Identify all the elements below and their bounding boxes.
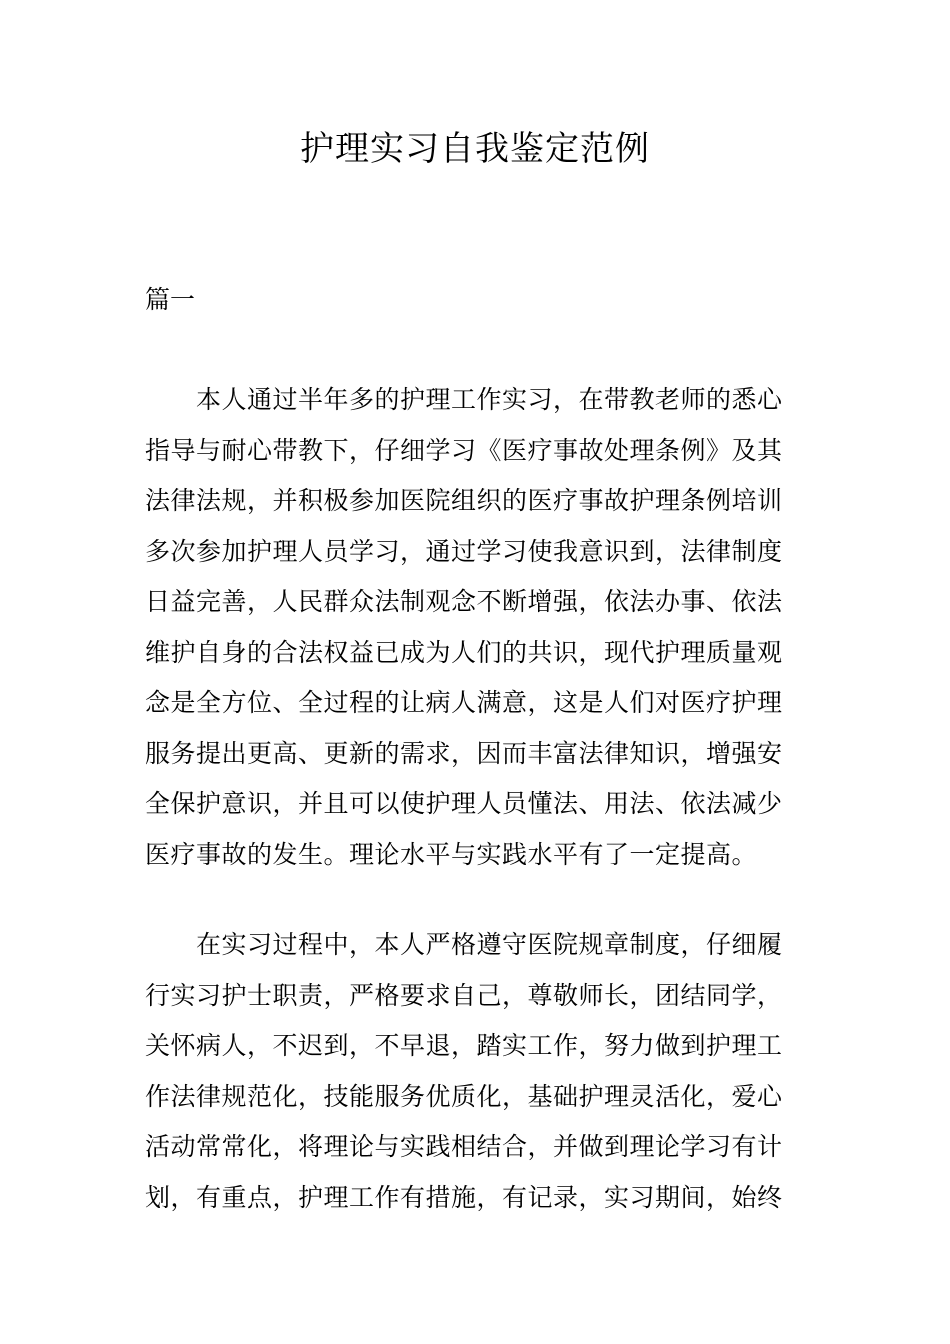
paragraph-1-line-3: 法律法规，并积极参加医院组织的医疗事故护理条例培训 (145, 486, 783, 515)
paragraph-2-line-2: 行实习护士职责，严格要求自己，尊敬师长，团结同学， (145, 980, 783, 1010)
paragraph-1-line-2: 指导与耐心带教下，仔细学习《医疗事故处理条例》及其 (145, 435, 783, 465)
paragraph-1-line-4: 多次参加护理人员学习，通过学习使我意识到，法律制度 (145, 536, 783, 566)
paragraph-1-line-5: 日益完善，人民群众法制观念不断增强，依法办事、依法 (145, 587, 783, 616)
paragraph-1-line-7: 念是全方位、全过程的让病人满意，这是人们对医疗护理 (145, 688, 783, 717)
paragraph-2-line-6: 划，有重点，护理工作有措施，有记录，实习期间，始终 (145, 1182, 783, 1212)
paragraph-2-line-1: 在实习过程中，本人严格遵守医院规章制度，仔细履 (145, 930, 783, 959)
paragraph-1-line-9: 全保护意识，并且可以使护理人员懂法、用法、依法减少 (145, 789, 783, 818)
paragraph-1-line-8: 服务提出更高、更新的需求，因而丰富法律知识，增强安 (145, 738, 783, 768)
paragraph-2 (145, 920, 809, 1223)
paragraph-1 (145, 375, 809, 880)
paragraph-2-line-3: 关怀病人，不迟到，不早退，踏实工作，努力做到护理工 (145, 1031, 783, 1060)
document-title: 护理实习自我鉴定范例 (300, 129, 650, 169)
paragraph-1-line-10: 医疗事故的发生。理论水平与实践水平有了一定提高。 (145, 839, 758, 869)
paragraph-1-line-1: 本人通过半年多的护理工作实习，在带教老师的悉心 (145, 385, 783, 414)
section-heading: 篇一 (145, 285, 196, 314)
paragraph-2-line-4: 作法律规范化，技能服务优质化，基础护理灵活化，爱心 (145, 1081, 783, 1111)
paragraph-2-line-5: 活动常常化，将理论与实践相结合，并做到理论学习有计 (145, 1132, 783, 1161)
paragraph-1-line-6: 维护自身的合法权益已成为人们的共识，现代护理质量观 (145, 637, 783, 667)
